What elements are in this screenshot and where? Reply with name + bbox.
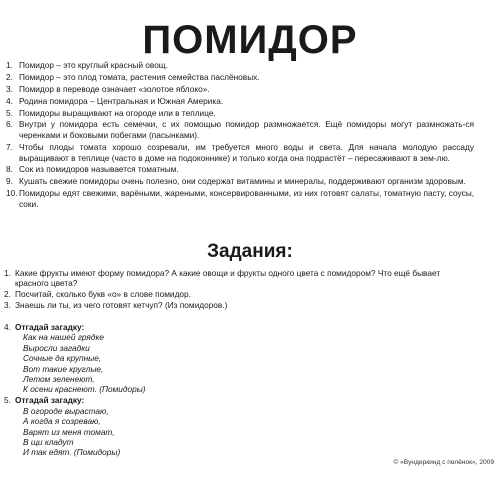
- fact-item: [6, 108, 474, 119]
- verse-line: Выросли загадки: [23, 342, 90, 353]
- riddle-number: 5.: [4, 395, 11, 406]
- verse-line: В щи кладут: [23, 436, 74, 447]
- fact-number: 4.: [6, 95, 13, 106]
- fact-number: 3.: [6, 83, 13, 94]
- task-number: 3.: [4, 300, 11, 311]
- fact-number: 5.: [6, 107, 13, 118]
- fact-number: 9.: [6, 176, 13, 187]
- verse-line: А когда я созреваю,: [23, 416, 101, 427]
- riddles-list: [4, 322, 304, 458]
- copyright-notice: © «Вундеркинд с пелёнок», 2009: [393, 459, 494, 466]
- fact-text: Помидор – это плод томата, растения семейства паслёновых.: [19, 71, 260, 82]
- tasks-list: [4, 268, 476, 311]
- riddle-heading: Отгадай загадку:: [15, 395, 85, 406]
- fact-number: 2.: [6, 71, 13, 82]
- fact-text: Помидоры выращивают на огороде или в теплице.: [19, 107, 216, 118]
- fact-text: Помидор – это круглый красный овощ.: [19, 60, 168, 70]
- fact-item: [6, 60, 474, 71]
- task-text: Посчитай, сколько букв «о» в слове помидор.: [15, 289, 191, 300]
- fact-item: [6, 188, 474, 209]
- fact-item: [6, 96, 474, 107]
- verse-line: И так едят. (Помидоры): [23, 447, 121, 458]
- verse-line: Летом зеленеют,: [23, 374, 95, 385]
- riddle-item: [4, 322, 304, 395]
- fact-item: [6, 164, 474, 175]
- verse-line: Как на нашей грядке: [23, 332, 104, 343]
- fact-text: Кушать свежие помидоры очень полезно, они содержат витамины и минералы, поддерживают организм здоровым.: [19, 176, 466, 187]
- riddle-item: [4, 395, 304, 457]
- riddle-verse: [23, 406, 304, 458]
- verse-line: В огороде вырастаю,: [23, 405, 109, 416]
- task-number: 1.: [4, 268, 11, 278]
- fact-text: Родина помидора – Центральная и Южная Америка.: [19, 95, 224, 106]
- fact-item: [6, 72, 474, 83]
- fact-item: [6, 119, 474, 140]
- verse-line: Варят из меня томат,: [23, 426, 115, 437]
- task-item: [4, 268, 476, 289]
- task-number: 2.: [4, 289, 11, 300]
- riddle-heading: Отгадай загадку:: [15, 322, 85, 332]
- riddle-number: 4.: [4, 322, 11, 332]
- riddle-verse: [23, 332, 304, 394]
- verse-line: К осени краснеют. (Помидоры): [23, 384, 146, 395]
- fact-number: 6.: [6, 119, 13, 130]
- fact-number: 1.: [6, 60, 13, 70]
- fact-item: [6, 142, 474, 163]
- facts-list: [6, 60, 474, 211]
- fact-text: Помидоры едят свежими, варёными, жареными, консервированными, из них готовят салаты, томатную пасту, соусы, соки.: [19, 188, 474, 209]
- fact-item: [6, 84, 474, 95]
- verse-line: Сочные да крупные,: [23, 353, 102, 364]
- fact-text: Помидор в переводе означает «золотое яблоко».: [19, 83, 210, 94]
- fact-text: Сок из помидоров называется томатным.: [19, 164, 179, 175]
- fact-number: 7.: [6, 141, 13, 152]
- verse-line: Вот такие круглые,: [23, 363, 104, 374]
- page-title: ПОМИДОР: [142, 18, 358, 62]
- task-item: [4, 300, 476, 310]
- fact-text: Внутри у помидора есть семечки, с их помощью помидор размножается. Ещё помидоры могут размножать-ся черенками и боковыми побегами (пасынками).: [19, 119, 474, 141]
- fact-number: 10.: [6, 188, 18, 199]
- fact-text: Чтобы плоды томата хорошо созревали, им требуется много воды и света. Для начала молодую рассаду выращивают в теплице (часто в доме на подоконнике) и только когда она подрастёт – пересаживают в зем-лю.: [19, 141, 474, 163]
- fact-item: [6, 176, 474, 187]
- tasks-heading: Задания:: [207, 241, 293, 262]
- task-text: Знаешь ли ты, из чего готовят кетчуп? (Из помидоров.): [15, 300, 228, 311]
- task-text: Какие фрукты имеют форму помидора? А какие овощи и фрукты одного цвета с помидором? Что ещё бывает красного цвета?: [15, 268, 441, 289]
- task-item: [4, 289, 476, 299]
- fact-number: 8.: [6, 164, 13, 175]
